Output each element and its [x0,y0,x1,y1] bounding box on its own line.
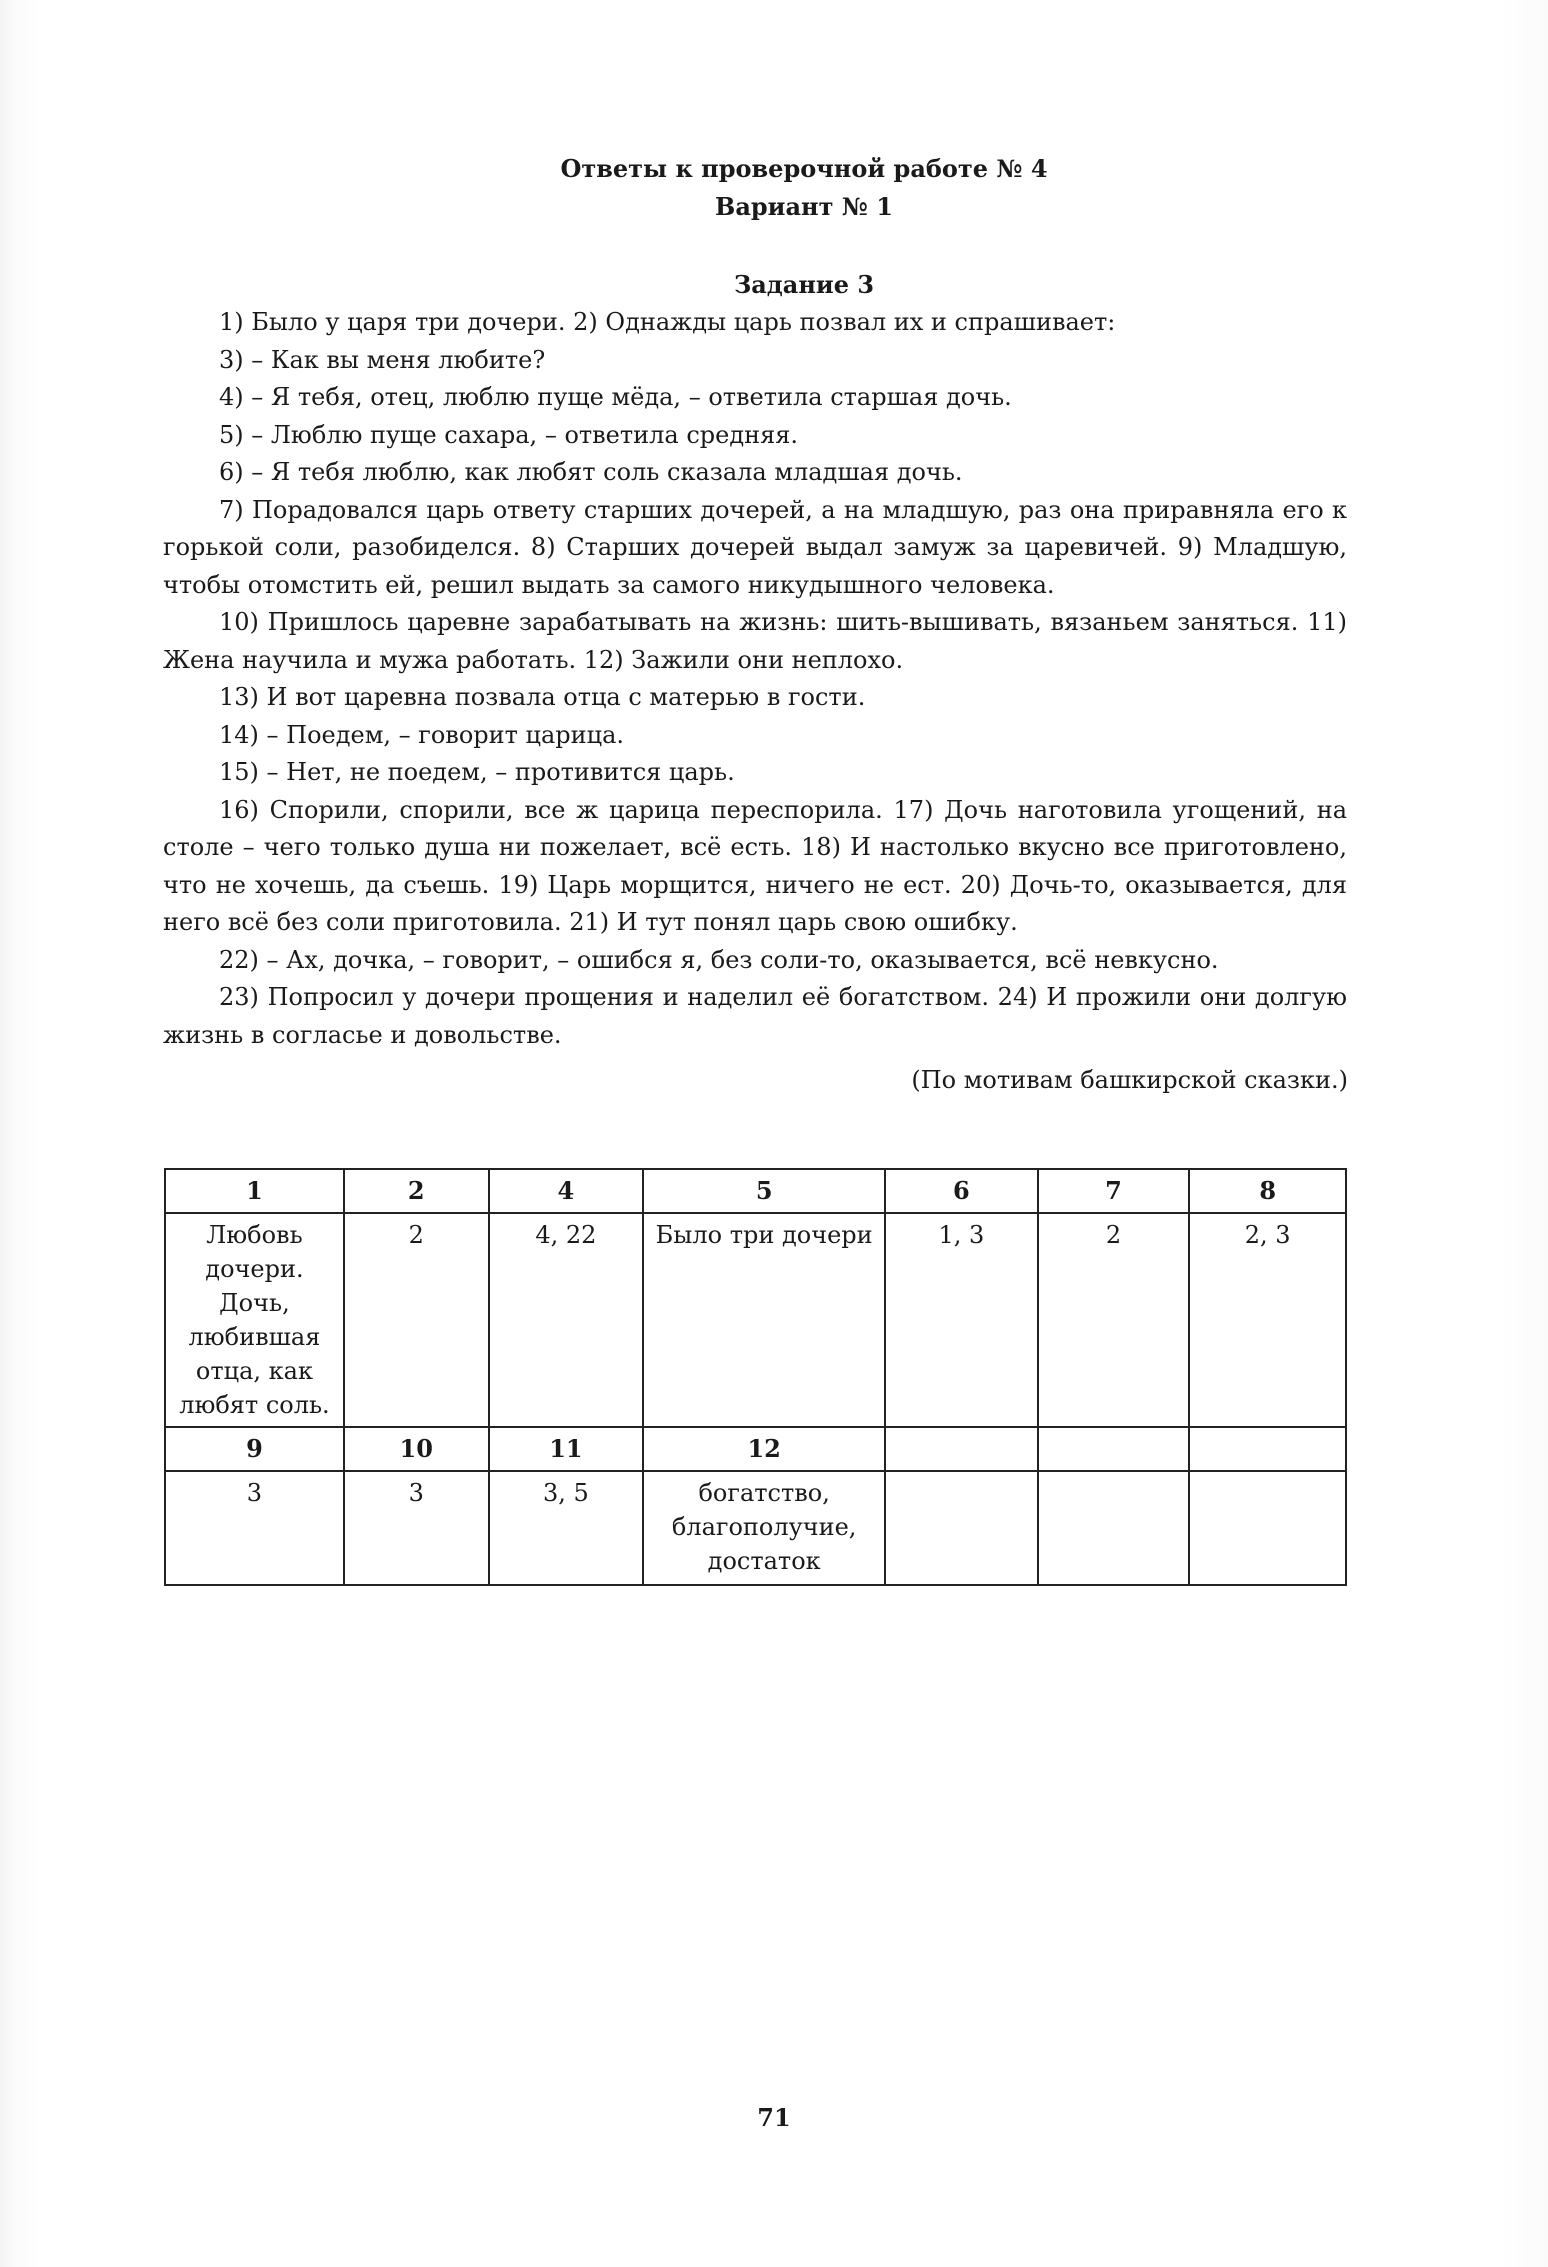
table-header-cell: 4 [489,1169,644,1213]
table-cell [1038,1471,1190,1585]
table-header-cell [1189,1427,1346,1471]
table-header-cell: 2 [344,1169,489,1213]
answers-table [164,1168,1347,1586]
table-header-cell: 10 [344,1427,489,1471]
table-cell: Было три дочери [643,1213,885,1427]
paragraph-12: 22) – Ах, дочка, – говорит, – ошибся я, без соли-то, оказывается, всё невкусно. [219,945,1219,974]
table-header-cell: 8 [1189,1169,1346,1213]
paragraph-4: 5) – Люблю пуще сахара, – ответила средняя. [219,420,799,449]
answers-title: Ответы к проверочной работе № 4 [560,154,1048,183]
table-header-cell [1038,1427,1190,1471]
table-header-cell: 12 [643,1427,885,1471]
table-row [165,1471,1346,1585]
table-cell [885,1471,1038,1585]
task-title: Задание 3 [733,270,875,299]
paragraph-6: 7) Порадовался царь ответу старших дочерей, а на младшую, раз она приравняла его к горькой соли, разобиделся. 8) Старших дочерей выдал замуж за царевичей. 9) Младшую, чтобы отомстить ей, решил выдать за самого никудышного человека. [163,495,1347,599]
table-cell: 3, 5 [489,1471,644,1585]
paragraph-8: 13) И вот царевна позвала отца с матерью в гости. [219,683,866,711]
paragraph-3: 4) – Я тебя, отец, люблю пуще мёда, – ответила старшая дочь. [219,383,1012,411]
table-row [165,1427,1346,1471]
table-header-cell: 5 [643,1169,885,1213]
table-cell: 2, 3 [1189,1213,1346,1427]
table-cell: Любовь дочери. Дочь, любившая отца, как любят соль. [165,1213,344,1427]
table-cell: 4, 22 [489,1213,644,1427]
source-note: (По мотивам башкирской сказки.) [911,1066,1348,1094]
table-header-cell: 1 [165,1169,344,1213]
paragraph-9: 14) – Поедем, – говорит царица. [219,720,624,749]
story-text [163,304,1347,1054]
paragraph-1: 1) Было у царя три дочери. 2) Однажды царь позвал их и спрашивает: [219,308,1116,336]
paragraph-11: 16) Спорили, спорили, все ж царица переспорила. 17) Дочь наготовила угощений, на столе – чего только душа ни пожелает, всё есть. 18) И настолько вкусно все приготовлено, что не хочешь, да съешь. 19) Царь морщится, ничего не ест. 20) Дочь-то, оказывается, для него всё без соли приготовила. 21) И тут понял царь свою ошибку. [163,795,1347,936]
paragraph-10: 15) – Нет, не поедем, – противится царь. [219,758,735,786]
table-row [165,1213,1346,1427]
paragraph-5: 6) – Я тебя люблю, как любят соль сказала младшая дочь. [219,458,963,486]
table-header-cell [885,1427,1038,1471]
table-cell: 3 [165,1471,344,1585]
table-header-cell: 9 [165,1427,344,1471]
table-cell: богатство, благополучие, достаток [643,1471,885,1585]
table-cell: 2 [344,1213,489,1427]
table-cell: 2 [1038,1213,1190,1427]
paragraph-2: 3) – Как вы меня любите? [219,345,546,374]
table-cell: 1, 3 [885,1213,1038,1427]
table-header-cell: 11 [489,1427,644,1471]
table-header-cell: 7 [1038,1169,1190,1213]
table-cell [1189,1471,1346,1585]
table-cell: 3 [344,1471,489,1585]
table-row [165,1169,1346,1213]
table-header-cell: 6 [885,1169,1038,1213]
variant-title: Вариант № 1 [715,192,893,221]
paragraph-13: 23) Попросил у дочери прощения и наделил её богатством. 24) И прожили они долгую жизнь в согласье и довольстве. [163,983,1347,1049]
paragraph-7: 10) Пришлось царевне зарабатывать на жизнь: шить-вышивать, вязаньем заняться. 11) Жена научила и мужа работать. 12) Зажили они неплохо. [163,608,1347,674]
page-number: 71 [757,2103,791,2132]
